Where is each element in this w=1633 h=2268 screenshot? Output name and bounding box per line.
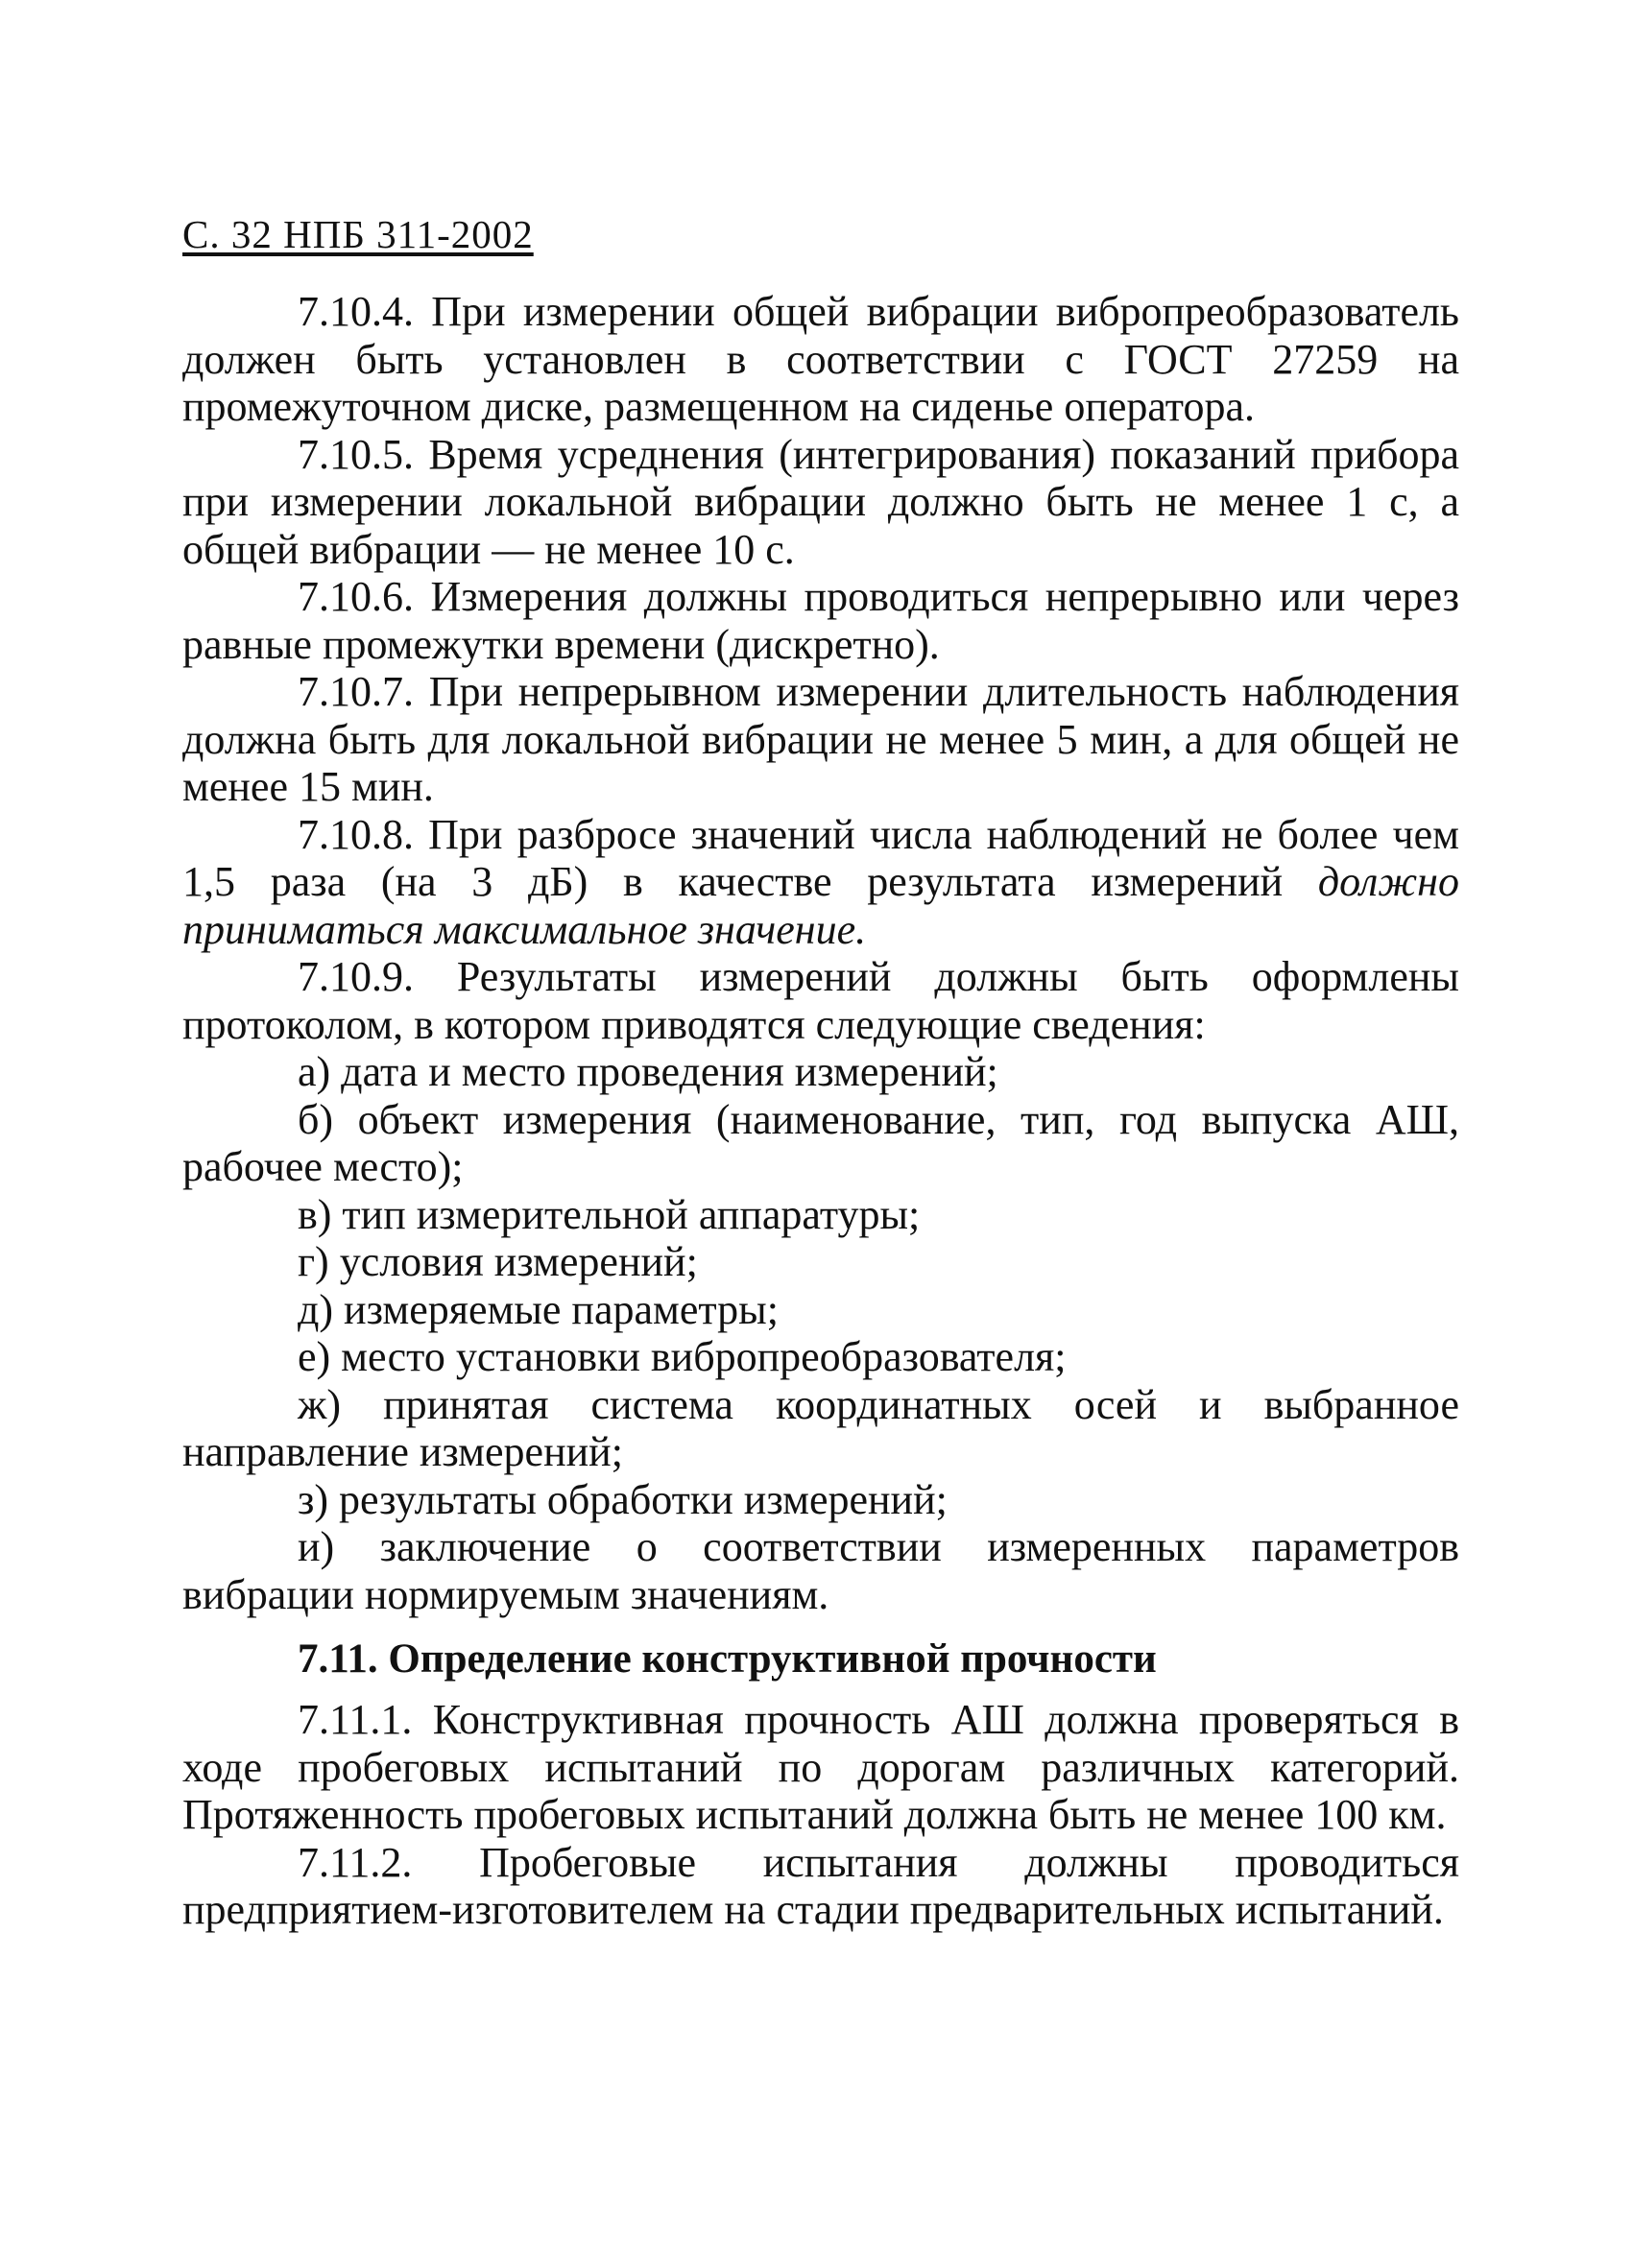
list-item-d: д) измеряемые параметры; [298, 1285, 779, 1333]
list-item-i: и) заключение о соответствии измеренных параметров вибрации нормируемым значениям. [182, 1523, 1459, 1618]
list-item-v: в) тип измерительной аппаратуры; [298, 1190, 921, 1238]
paragraph-7-10-8-text: 7.10.8. При разбросе значений числа наблюдений не более чем 1,5 раза (на 3 дБ) в качестве результата измерений [182, 810, 1459, 905]
list-item-z: з) результаты обработки измерений; [298, 1475, 948, 1523]
paragraph-7-11-1: 7.11.1. Конструктивная прочность АШ должна проверяться в ходе пробеговых испытаний по дорогам различных категорий. Протяженность пробеговых испытаний должна быть не менее 100 км. [182, 1696, 1459, 1838]
paragraph-7-10-9: 7.10.9. Результаты измерений должны быть оформлены протоколом, в котором приводятся следующие сведения: [182, 953, 1459, 1048]
section-heading-7-11: 7.11. Определение конструктивной прочности [298, 1636, 1157, 1682]
page-header: С. 32 НПБ 311-2002 [182, 212, 534, 256]
paragraph-7-10-4: 7.10.4. При измерении общей вибрации вибропреобразователь должен быть установлен в соответствии с ГОСТ 27259 на промежуточном диске, размещенном на сиденье оператора. [182, 288, 1459, 430]
paragraph-7-10-5: 7.10.5. Время усреднения (интегрирования) показаний прибора при измерении локальной вибрации должно быть не менее 1 с, а общей вибрации — не менее 10 с. [182, 430, 1459, 573]
paragraph-7-10-8 [182, 811, 1459, 954]
list-item-a: а) дата и место проведения измерений; [298, 1048, 998, 1095]
paragraph-7-10-6: 7.10.6. Измерения должны проводиться непрерывно или через равные промежутки времени (дискретно). [182, 573, 1459, 668]
paragraph-7-10-8-italic: должно приниматься максимальное значение. [182, 858, 1460, 953]
list-item-b: б) объект измерения (наименование, тип, год выпуска АШ, рабочее место); [182, 1095, 1459, 1190]
list-item-e: е) место установки вибропреобразователя; [298, 1333, 1067, 1380]
paragraph-7-10-7: 7.10.7. При непрерывном измерении длительность наблюдения должна быть для локальной вибрации не менее 5 мин, а для общей не менее 15 мин. [182, 668, 1459, 810]
list-item-zh: ж) принятая система координатных осей и выбранное направление измерений; [182, 1380, 1459, 1475]
paragraph-7-11-2: 7.11.2. Пробеговые испытания должны проводиться предприятием-изготовителем на стадии предварительных испытаний. [182, 1838, 1459, 1933]
document-body [182, 288, 1459, 1934]
list-item-g: г) условия измерений; [298, 1238, 698, 1285]
